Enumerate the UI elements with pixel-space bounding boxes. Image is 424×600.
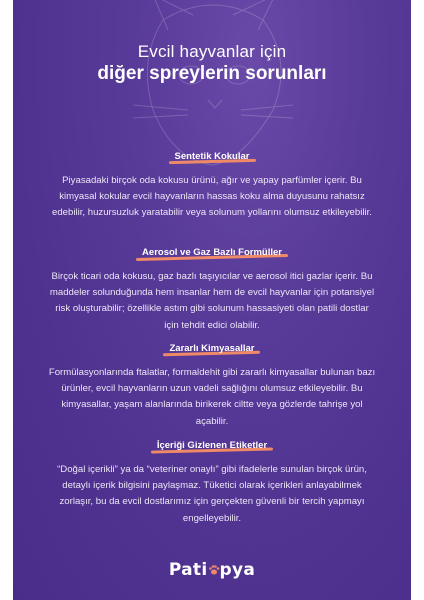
section-aerosol-formulas xyxy=(13,242,411,334)
title-line-2: diğer spreylerin sorunları xyxy=(97,63,327,84)
section-body: Piyasadaki birçok oda kokusu ürünü, ağır ve yapay parfümler içerir. Bu kimyasal kokular evcil hayvanların hassas koku alma duyusunu rahatsız edebilir, huzursuzluk yaratabilir veya solunum yollarını olumsuz etkileyebilir. xyxy=(52,175,372,219)
title-line-1: Evcil hayvanlar için xyxy=(137,42,287,61)
section-body: “Doğal içerikli” ya da “veteriner onaylı” gibi ifadelerle sunulan birçok ürün, detaylı içerik bilgisini paylaşmaz. Tüketici olarak içerikleri anlayabilmek zorlaşır, bu da evcil dostlarımız için gerçekten güvenli bir tercih yapmayı engelleyebilir. xyxy=(57,464,367,524)
info-panel xyxy=(13,0,411,600)
paw-icon xyxy=(208,564,220,576)
brand-logo xyxy=(13,560,411,580)
section-heading: İçeriği Gizlenen Etiketler xyxy=(155,440,269,451)
section-body: Birçok ticari oda kokusu, gaz bazlı taşıyıcılar ve aerosol itici gazlar içerir. Bu maddeler solunduğunda hem insanlar hem de evcil hayvanlar için potansiyel risk oluşturabilir; özellikle astım gibi solunum hassasiyeti olan patili dostlar için tehdit edici olabilir. xyxy=(49,271,375,331)
section-hidden-labels xyxy=(13,435,411,527)
section-synthetic-fragrances xyxy=(13,146,411,222)
section-heading: Aerosol ve Gaz Bazlı Formüller xyxy=(140,247,284,258)
section-body: Formülasyonlarında ftalatlar, formaldehit gibi zararlı kimyasallar bulunan bazı ürünler, evcil hayvanların uzun vadeli sağlığını olumsuz etkileyebilir. Bu kimyasallar, yaşam alanlarında birikerek ciltte veya gözlerde tahrişe yol açabilir. xyxy=(48,367,376,427)
section-heading: Sentetik Kokular xyxy=(173,151,252,162)
section-harmful-chemicals xyxy=(13,338,411,430)
logo-text-start: Pati xyxy=(168,560,208,580)
section-heading: Zararlı Kimyasallar xyxy=(167,343,256,354)
logo-text-end: pya xyxy=(219,560,256,580)
